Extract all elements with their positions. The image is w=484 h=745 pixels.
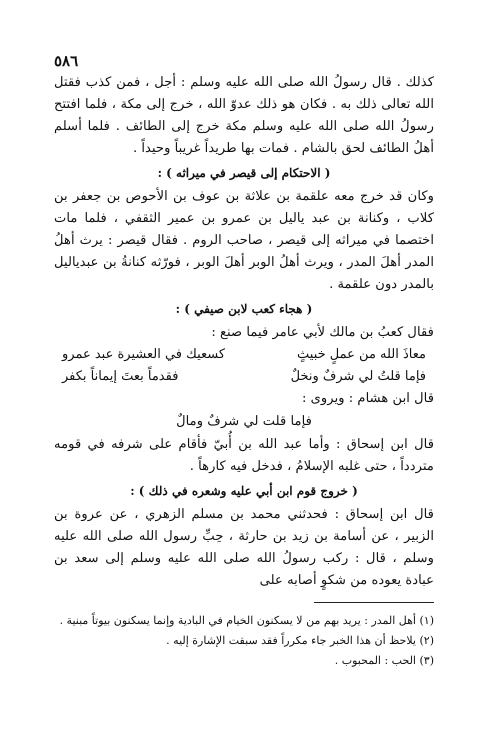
paragraph-3: فقال كعبُ بن مالك لأبي عامر فيما صنع : (211, 325, 434, 340)
paragraph-6: قال ابن إسحاق : فحدثني محمد بن مسلم الزهري ، عن عروة بن الزبير ، عن أسامة بن زيد بن حارثة ، حِبِّ رسول الله صلى الله عليه وسلم ، قال : ركب رسولُ الله صلى الله عليه وسلم إلى سعد بن عبادة يعوده من شكوٍ أصابه على (54, 507, 434, 588)
section-heading-1: ( الاحتكام إلى قيصر في ميراثه ) : (157, 166, 331, 180)
footnote-3: (٣) الحب : المحبوب . (334, 654, 434, 667)
verse-line-2 (62, 366, 426, 388)
section-heading-2: ( هجاء كعب لابن صيفي ) : (175, 302, 313, 316)
verse-1-right: معاذَ الله من عملٍ خبيثٍ (297, 347, 426, 362)
book-page (54, 44, 434, 724)
paragraph-4: قال ابن هشام : ويروى : (301, 391, 434, 406)
footnote-divider (314, 602, 434, 603)
verse-2-right: فإما قلتُ لي شرفٌ ونخلٌ (290, 369, 426, 384)
page-number: ٥٨٦ (54, 52, 79, 70)
paragraph-5: قال ابن إسحاق : وأما عبد الله بن أُبيّ فأقام على شرفه في قومه متردداً ، حتى غلبه الإسلامُ ، فدخل فيه كارهاً . (54, 437, 434, 474)
verse-line-1 (62, 344, 426, 366)
paragraph-1: كذلك . قال رسولُ الله صلى الله عليه وسلم : أجل ، فمن كذب فقتل الله تعالى ذلك به . فكان هو ذلك عدوّ الله ، خرج إلى مكة ، فلما افتتح رسولُ الله صلى الله عليه وسلم مكة خرج إلى الطائف . فلما أسلم أهلُ الطائف لحق بالشام . فمات بها طريداً غريباً وحيداً . (54, 75, 434, 156)
centered-verse: فإما قلت لي شرفٌ ومالٌ (176, 414, 312, 429)
footnote-2: (٢) يلاحظ أن هذا الخبر جاء مكرراً فقد سبقت الإشارة إليه . (166, 634, 434, 647)
section-heading-3: ( خروج قوم ابن أبي عليه وشعره في ذلك ) : (130, 484, 358, 498)
footnote-1: (١) أهل المدر : يريد بهم من لا يسكنون الخيام في البادية وإنما يسكنون بيوتاً مبنية . (59, 614, 434, 627)
paragraph-2: وكان قد خرج معه علقمة بن علاثة بن عوف بن الأحوص بن جعفر بن كلاب ، وكنانة بن عبد ياليل بن عمرو بن عمير الثقفي ، فلما مات اختصما في ميراثه إلى قيصر ، صاحب الروم . فقال قيصر : يرث أهلُ المدر أهلَ المدر ، ويرث أهلُ الوبر أهلَ الوبر ، فورّثه كنانةُ بن عبدياليل بالمدر دون علقمة . (54, 189, 434, 292)
verse-2-left: فقدماً بعتَ إيماناً بكفر (62, 369, 179, 384)
verse-1-left: كسعيك في العشيرة عبد عمرو (62, 347, 226, 362)
